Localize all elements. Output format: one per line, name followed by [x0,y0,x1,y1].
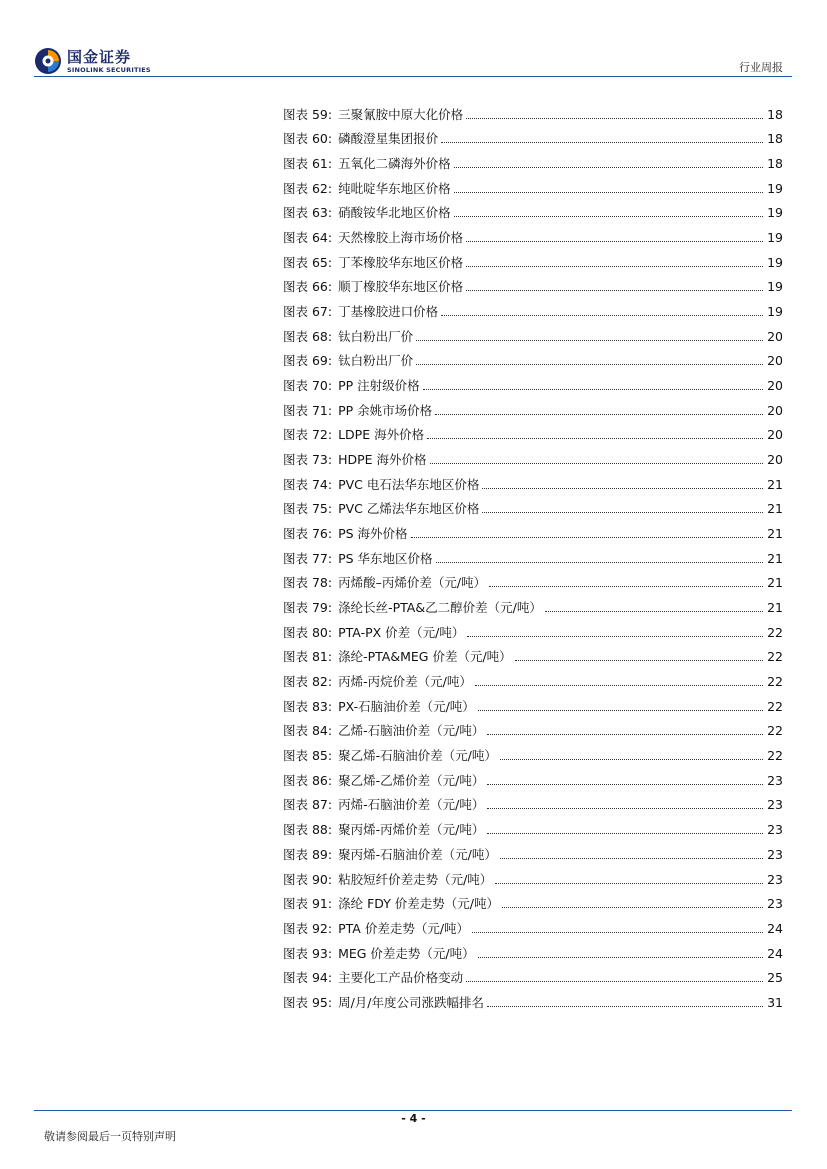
toc-dot-leader [441,315,763,316]
table-of-figures [283,98,783,1011]
logo-mark-icon [34,47,62,75]
toc-entry-page: 20 [767,328,783,344]
toc-dot-leader [500,858,763,859]
toc-entry-title: 三聚氰胺中原大化价格 [338,106,464,122]
toc-entry-label: 图表 82: [283,674,333,690]
toc-entry-label: 图表 78: [283,575,333,591]
toc-entry-label: 图表 60: [283,131,333,147]
toc-entry-label: 图表 80: [283,624,333,640]
toc-entry-title: MEG 价差走势（元/吨） [338,945,475,961]
toc-dot-leader [423,389,763,390]
toc-entry-label: 图表 84: [283,723,333,739]
page-header [0,0,827,80]
toc-entry-label: 图表 94: [283,970,333,986]
toc-entry-page: 18 [767,131,783,147]
toc-dot-leader [487,833,763,834]
toc-entry[interactable] [283,863,783,888]
toc-entry[interactable] [283,665,783,690]
toc-entry-page: 21 [767,600,783,616]
toc-entry-page: 25 [767,970,783,986]
toc-entry[interactable] [283,715,783,740]
toc-entry[interactable] [283,962,783,987]
toc-entry-title: 聚乙烯-乙烯价差（元/吨） [338,772,485,788]
toc-entry-label: 图表 79: [283,600,333,616]
toc-entry-title: 聚丙烯-石脑油价差（元/吨） [338,846,497,862]
toc-dot-leader [487,784,763,785]
toc-entry-title: PP 注射级价格 [338,378,420,394]
toc-entry-title: 聚丙烯-丙烯价差（元/吨） [338,822,485,838]
toc-entry[interactable] [283,197,783,222]
toc-entry-label: 图表 67: [283,304,333,320]
toc-entry-page: 23 [767,871,783,887]
toc-entry-page: 19 [767,279,783,295]
toc-entry[interactable] [283,838,783,863]
toc-entry-label: 图表 70: [283,378,333,394]
toc-entry[interactable] [283,789,783,814]
toc-entry-page: 22 [767,649,783,665]
toc-entry-label: 图表 85: [283,748,333,764]
toc-dot-leader [441,142,763,143]
toc-entry-page: 20 [767,378,783,394]
toc-dot-leader [515,660,763,661]
toc-dot-leader [416,364,763,365]
toc-entry-page: 22 [767,698,783,714]
toc-entry-page: 24 [767,945,783,961]
toc-dot-leader [454,167,763,168]
toc-entry-page: 22 [767,748,783,764]
toc-entry[interactable] [283,394,783,419]
footer-divider [34,1110,792,1111]
toc-entry-title: 磷酸澄星集团报价 [338,131,439,147]
toc-entry-title: PS 海外价格 [338,526,408,542]
toc-entry-label: 图表 65: [283,254,333,270]
toc-dot-leader [487,734,763,735]
toc-dot-leader [502,907,763,908]
footer-disclaimer: 敬请参阅最后一页特别声明 [44,1130,176,1143]
toc-entry[interactable] [283,739,783,764]
toc-entry-title: HDPE 海外价格 [338,452,427,468]
header-divider [34,76,792,77]
toc-entry-title: 丙烯酸–丙烯价差（元/吨） [338,575,487,591]
toc-entry-title: PS 华东地区价格 [338,550,433,566]
toc-entry[interactable] [283,345,783,370]
toc-dot-leader [466,290,763,291]
toc-entry-title: PX-石脑油价差（元/吨） [338,698,475,714]
toc-dot-leader [416,340,763,341]
toc-entry[interactable] [283,937,783,962]
toc-entry-label: 图表 88: [283,822,333,838]
toc-entry-page: 20 [767,427,783,443]
toc-entry-title: 钛白粉出厂价 [338,353,414,369]
toc-entry-page: 19 [767,304,783,320]
toc-dot-leader [478,710,763,711]
toc-entry-title: 周/月/年度公司涨跌幅排名 [338,994,485,1010]
logo-chinese-name: 国金证券 [67,47,132,66]
toc-entry-page: 23 [767,797,783,813]
toc-entry-page: 21 [767,501,783,517]
toc-entry[interactable] [283,468,783,493]
toc-entry-title: PTA 价差走势（元/吨） [338,920,470,936]
toc-entry-page: 23 [767,846,783,862]
toc-entry-label: 图表 64: [283,230,333,246]
toc-entry[interactable] [283,591,783,616]
toc-entry-label: 图表 95: [283,994,333,1010]
toc-dot-leader [435,414,763,415]
toc-dot-leader [487,808,763,809]
toc-entry-title: 纯吡啶华东地区价格 [338,180,451,196]
toc-entry-page: 22 [767,723,783,739]
toc-dot-leader [454,216,763,217]
toc-entry-page: 21 [767,476,783,492]
toc-dot-leader [545,611,763,612]
toc-entry[interactable] [283,616,783,641]
toc-entry-page: 21 [767,575,783,591]
toc-entry-page: 31 [767,994,783,1010]
toc-entry-title: 钛白粉出厂价 [338,328,414,344]
toc-entry-label: 图表 83: [283,698,333,714]
toc-entry-page: 19 [767,254,783,270]
toc-entry-title: 乙烯-石脑油价差（元/吨） [338,723,485,739]
toc-entry-title: 丁基橡胶进口价格 [338,304,439,320]
toc-dot-leader [466,981,763,982]
toc-entry-page: 22 [767,624,783,640]
toc-entry[interactable] [283,147,783,172]
toc-entry-label: 图表 90: [283,871,333,887]
toc-dot-leader [489,586,763,587]
toc-dot-leader [411,537,764,538]
toc-dot-leader [475,685,763,686]
toc-entry-label: 图表 68: [283,328,333,344]
toc-entry[interactable] [283,295,783,320]
toc-dot-leader [430,463,764,464]
toc-entry-label: 图表 77: [283,550,333,566]
toc-entry[interactable] [283,493,783,518]
toc-entry[interactable] [283,912,783,937]
toc-entry-label: 图表 87: [283,797,333,813]
toc-entry-title: 涤纶长丝-PTA&乙二醇价差（元/吨） [338,600,542,616]
toc-entry-label: 图表 72: [283,427,333,443]
toc-entry-page: 22 [767,674,783,690]
toc-entry-page: 23 [767,772,783,788]
toc-entry[interactable] [283,813,783,838]
toc-entry-title: 硝酸铵华北地区价格 [338,205,451,221]
toc-entry-title: 涤纶 FDY 价差走势（元/吨） [338,896,500,912]
toc-entry-title: PVC 乙烯法华东地区价格 [338,501,480,517]
toc-dot-leader [436,562,764,563]
toc-entry-label: 图表 86: [283,772,333,788]
toc-entry-label: 图表 89: [283,846,333,862]
toc-entry-title: 顺丁橡胶华东地区价格 [338,279,464,295]
toc-entry[interactable] [283,98,783,123]
toc-entry-label: 图表 81: [283,649,333,665]
toc-entry-title: 主要化工产品价格变动 [338,970,464,986]
toc-entry[interactable] [283,320,783,345]
toc-entry-label: 图表 91: [283,896,333,912]
toc-entry-page: 21 [767,526,783,542]
toc-entry-page: 20 [767,353,783,369]
toc-entry-page: 20 [767,402,783,418]
toc-entry-label: 图表 69: [283,353,333,369]
toc-entry-title: PTA-PX 价差（元/吨） [338,624,465,640]
toc-entry-label: 图表 76: [283,526,333,542]
toc-entry-page: 19 [767,180,783,196]
toc-dot-leader [487,1006,763,1007]
company-logo [34,44,151,78]
toc-entry[interactable] [283,641,783,666]
toc-dot-leader [466,118,763,119]
toc-dot-leader [427,438,763,439]
toc-dot-leader [482,488,763,489]
toc-dot-leader [466,241,763,242]
toc-entry[interactable] [283,443,783,468]
toc-entry[interactable] [283,517,783,542]
toc-entry-title: 丙烯-石脑油价差（元/吨） [338,797,485,813]
toc-entry-page: 18 [767,106,783,122]
toc-dot-leader [478,957,763,958]
toc-entry-title: 粘胶短纤价差走势（元/吨） [338,871,493,887]
toc-entry-title: PVC 电石法华东地区价格 [338,476,480,492]
toc-entry[interactable] [283,567,783,592]
toc-entry[interactable] [283,419,783,444]
toc-entry-label: 图表 93: [283,945,333,961]
toc-entry[interactable] [283,221,783,246]
toc-entry-page: 23 [767,822,783,838]
toc-entry[interactable] [283,123,783,148]
toc-entry-title: PP 余姚市场价格 [338,402,433,418]
logo-english-name: SINOLINK SECURITIES [67,65,151,74]
toc-entry-page: 20 [767,452,783,468]
toc-entry[interactable] [283,542,783,567]
page-number: - 4 - [401,1112,426,1125]
toc-entry[interactable] [283,690,783,715]
toc-entry-label: 图表 61: [283,156,333,172]
toc-entry-title: LDPE 海外价格 [338,427,425,443]
toc-entry-label: 图表 92: [283,920,333,936]
toc-entry-label: 图表 75: [283,501,333,517]
toc-entry-title: 丁苯橡胶华东地区价格 [338,254,464,270]
report-type-label: 行业周报 [739,61,783,74]
toc-entry[interactable] [283,764,783,789]
toc-entry-label: 图表 74: [283,476,333,492]
toc-entry[interactable] [283,246,783,271]
toc-entry[interactable] [283,888,783,913]
toc-entry[interactable] [283,271,783,296]
toc-dot-leader [500,759,763,760]
toc-entry[interactable] [283,986,783,1011]
toc-entry-page: 19 [767,205,783,221]
toc-entry-label: 图表 71: [283,402,333,418]
toc-entry-page: 18 [767,156,783,172]
toc-entry-page: 24 [767,920,783,936]
toc-entry-page: 19 [767,230,783,246]
toc-entry-label: 图表 59: [283,106,333,122]
toc-dot-leader [466,266,763,267]
toc-dot-leader [482,512,763,513]
toc-entry-title: 涤纶-PTA&MEG 价差（元/吨） [338,649,512,665]
toc-entry-label: 图表 62: [283,180,333,196]
toc-entry[interactable] [283,369,783,394]
toc-entry-page: 21 [767,550,783,566]
toc-entry-title: 五氧化二磷海外价格 [338,156,451,172]
toc-dot-leader [454,192,763,193]
toc-entry-title: 聚乙烯-石脑油价差（元/吨） [338,748,497,764]
toc-entry-title: 天然橡胶上海市场价格 [338,230,464,246]
toc-entry-label: 图表 66: [283,279,333,295]
toc-entry-label: 图表 73: [283,452,333,468]
toc-entry-label: 图表 63: [283,205,333,221]
toc-dot-leader [472,932,763,933]
toc-dot-leader [495,883,763,884]
toc-entry-title: 丙烯-丙烷价差（元/吨） [338,674,472,690]
toc-dot-leader [467,636,763,637]
toc-entry-page: 23 [767,896,783,912]
toc-entry[interactable] [283,172,783,197]
